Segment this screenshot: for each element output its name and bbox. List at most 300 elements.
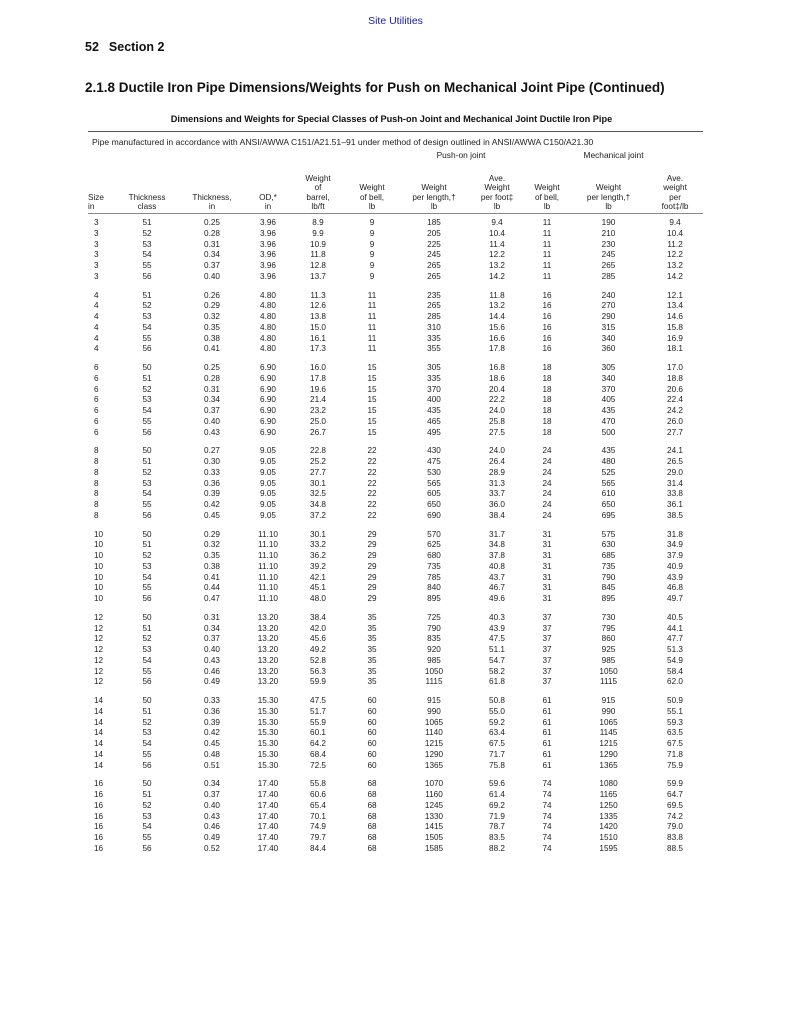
table-cell: 39.2 bbox=[310, 561, 326, 571]
table-cell: 49.7 bbox=[667, 594, 683, 603]
table-row bbox=[88, 634, 703, 645]
table-cell: 235 bbox=[427, 290, 441, 300]
table-cell: 685 bbox=[601, 551, 616, 560]
table-cell: 16 bbox=[542, 301, 552, 311]
table-cell: 40.5 bbox=[667, 612, 683, 622]
table-cell: 22 bbox=[367, 446, 377, 456]
table-cell: 16.1 bbox=[310, 333, 326, 343]
table-cell: 56 bbox=[142, 677, 152, 687]
table-cell: 0.25 bbox=[204, 363, 220, 372]
table-cell: 0.40 bbox=[204, 645, 220, 654]
table-row bbox=[88, 594, 703, 605]
group-separator bbox=[88, 771, 703, 779]
table-cell: 0.51 bbox=[204, 760, 220, 770]
table-cell: 1050 bbox=[599, 666, 618, 676]
table-cell: 55.0 bbox=[489, 706, 505, 716]
table-cell: 0.31 bbox=[204, 239, 220, 249]
table-cell: 12.1 bbox=[667, 290, 683, 300]
table-cell: 26.4 bbox=[489, 457, 505, 466]
table-cell: 23.2 bbox=[310, 406, 326, 415]
table-cell: 0.47 bbox=[204, 594, 220, 603]
table-cell: 31.8 bbox=[667, 529, 683, 539]
table-cell: 15 bbox=[367, 373, 377, 383]
table-cell: 24 bbox=[542, 457, 552, 466]
table-cell: 17.40 bbox=[257, 843, 279, 853]
table-cell: 4.80 bbox=[260, 312, 276, 321]
column-header bbox=[116, 162, 178, 214]
table-cell: 31 bbox=[542, 572, 552, 582]
table-cell: 15 bbox=[367, 427, 377, 437]
table-cell: 0.42 bbox=[204, 500, 220, 509]
table-cell: 6 bbox=[94, 384, 99, 394]
table-cell: 15 bbox=[367, 416, 377, 426]
table-cell: 840 bbox=[427, 583, 441, 593]
column-header-line: lb bbox=[368, 202, 376, 212]
table-cell: 1065 bbox=[424, 717, 444, 727]
table-cell: 68 bbox=[367, 833, 377, 842]
table-cell: 12 bbox=[94, 612, 104, 622]
table-cell: 53 bbox=[142, 645, 152, 654]
table-cell: 13.2 bbox=[667, 261, 683, 270]
table-cell: 4 bbox=[94, 290, 99, 300]
table-row bbox=[88, 323, 703, 334]
table-cell: 30.1 bbox=[310, 478, 326, 488]
table-cell: 6 bbox=[94, 363, 99, 372]
table-cell: 74 bbox=[542, 833, 552, 842]
table-cell: 435 bbox=[427, 406, 441, 415]
table-row bbox=[88, 363, 703, 374]
table-cell: 64.2 bbox=[310, 739, 326, 748]
table-cell: 33.7 bbox=[489, 489, 505, 499]
table-cell: 0.52 bbox=[204, 843, 220, 853]
table-cell: 58.2 bbox=[489, 666, 505, 676]
column-header-line: of bell, bbox=[534, 192, 560, 202]
table-cell: 565 bbox=[427, 478, 441, 488]
table-cell: 31.7 bbox=[489, 529, 505, 539]
table-cell: 83.5 bbox=[489, 833, 505, 842]
table-cell: 16.8 bbox=[489, 363, 505, 372]
table-cell: 4.80 bbox=[260, 322, 276, 332]
table-cell: 67.5 bbox=[667, 739, 683, 748]
table-cell: 56 bbox=[142, 427, 152, 437]
table-cell: 3 bbox=[94, 228, 99, 238]
table-cell: 6 bbox=[94, 373, 99, 383]
table-cell: 15.30 bbox=[257, 706, 279, 716]
table-cell: 6.90 bbox=[260, 373, 276, 383]
table-cell: 71.9 bbox=[489, 811, 505, 821]
table-cell: 12.6 bbox=[310, 301, 326, 311]
table-cell: 43.7 bbox=[489, 572, 505, 582]
table-cell: 60 bbox=[367, 739, 377, 748]
table-cell: 34.8 bbox=[489, 540, 505, 550]
table-cell: 190 bbox=[601, 218, 616, 227]
table-cell: 15.30 bbox=[257, 728, 279, 738]
table-cell: 55 bbox=[142, 500, 152, 509]
table-cell: 47.5 bbox=[489, 634, 505, 644]
table-cell: 56 bbox=[142, 344, 152, 354]
table-cell: 59.6 bbox=[489, 779, 505, 789]
table-cell: 0.36 bbox=[204, 478, 220, 488]
table-cell: 11 bbox=[542, 261, 552, 270]
table-cell: 17.40 bbox=[257, 779, 279, 789]
table-cell: 3 bbox=[94, 250, 99, 260]
table-cell: 6.90 bbox=[260, 427, 276, 437]
table-cell: 925 bbox=[601, 645, 616, 654]
table-cell: 72.5 bbox=[310, 760, 326, 770]
table-cell: 67.5 bbox=[489, 739, 505, 748]
table-cell: 65.4 bbox=[310, 800, 326, 810]
table-cell: 16.9 bbox=[667, 333, 683, 343]
table-title: Dimensions and Weights for Special Classes of Push-on Joint and Mechanical Joint Ductile Iron Pipe bbox=[170, 114, 613, 124]
table-cell: 8 bbox=[94, 510, 99, 520]
table-cell: 3 bbox=[94, 239, 99, 249]
table-cell: 56 bbox=[142, 510, 152, 520]
table-cell: 52 bbox=[142, 717, 152, 727]
table-cell: 16 bbox=[542, 333, 552, 343]
table-cell: 10 bbox=[94, 561, 104, 571]
table-cell: 54 bbox=[142, 822, 152, 832]
table-cell: 8.9 bbox=[312, 218, 324, 227]
table-cell: 53 bbox=[142, 478, 152, 488]
table-cell: 13.20 bbox=[257, 655, 279, 665]
table-cell: 0.37 bbox=[204, 261, 220, 270]
table-cell: 0.39 bbox=[204, 717, 220, 727]
table-cell: 15.8 bbox=[667, 322, 683, 332]
table-cell: 22.4 bbox=[667, 395, 683, 405]
table-cell: 14 bbox=[94, 728, 104, 738]
table-cell: 0.40 bbox=[204, 271, 220, 281]
group-header-row bbox=[88, 150, 703, 162]
table-cell: 1065 bbox=[599, 717, 618, 727]
column-header bbox=[470, 162, 524, 214]
table-cell: 1510 bbox=[599, 833, 618, 842]
table-cell: 68 bbox=[367, 822, 377, 832]
table-cell: 0.37 bbox=[204, 406, 220, 415]
group-separator bbox=[88, 688, 703, 696]
table-row bbox=[88, 707, 703, 718]
table-cell: 18.1 bbox=[667, 344, 683, 354]
table-cell: 9.4 bbox=[491, 218, 503, 227]
table-cell: 31 bbox=[542, 594, 552, 603]
table-cell: 480 bbox=[601, 457, 616, 466]
table-row bbox=[88, 446, 703, 457]
table-cell: 1290 bbox=[424, 749, 444, 759]
table-cell: 360 bbox=[601, 344, 616, 354]
table-cell: 4 bbox=[94, 301, 99, 311]
column-header-line: weight bbox=[663, 183, 687, 193]
table-row bbox=[88, 750, 703, 761]
table-row bbox=[88, 812, 703, 823]
table-row bbox=[88, 291, 703, 302]
table-cell: 52 bbox=[142, 301, 152, 311]
table-cell: 0.43 bbox=[204, 655, 220, 665]
table-cell: 15 bbox=[367, 363, 377, 372]
table-cell: 0.44 bbox=[204, 583, 220, 593]
column-header-line: Weight bbox=[421, 183, 447, 193]
table-cell: 22 bbox=[367, 467, 377, 477]
table-cell: 525 bbox=[601, 467, 616, 477]
table-cell: 470 bbox=[601, 416, 616, 426]
table-cell: 9 bbox=[369, 239, 375, 249]
table-cell: 83.8 bbox=[667, 833, 683, 842]
table-cell: 0.32 bbox=[204, 540, 220, 550]
table-cell: 15.6 bbox=[489, 322, 505, 332]
table-cell: 8 bbox=[94, 489, 99, 499]
table-cell: 565 bbox=[601, 478, 616, 488]
table-cell: 12 bbox=[94, 655, 104, 665]
table-cell: 70.1 bbox=[310, 811, 326, 821]
table-cell: 88.5 bbox=[667, 843, 683, 853]
column-header-line: class bbox=[137, 202, 157, 212]
table-cell: 0.29 bbox=[204, 301, 220, 311]
table-cell: 31.4 bbox=[667, 478, 683, 488]
table-cell: 29 bbox=[367, 572, 377, 582]
table-cell: 53 bbox=[142, 312, 152, 321]
table-cell: 3.96 bbox=[260, 239, 276, 249]
table-cell: 44.1 bbox=[667, 623, 683, 633]
table-cell: 15.30 bbox=[257, 749, 279, 759]
table-cell: 51.1 bbox=[489, 645, 505, 654]
table-cell: 290 bbox=[601, 312, 616, 321]
table-cell: 735 bbox=[601, 561, 616, 571]
table-cell: 37 bbox=[542, 612, 552, 622]
table-cell: 68 bbox=[367, 779, 377, 789]
table-cell: 27.5 bbox=[489, 427, 505, 437]
table-cell: 55.8 bbox=[310, 779, 326, 789]
table-cell: 12.2 bbox=[489, 250, 505, 260]
table-cell: 56 bbox=[142, 594, 152, 603]
table-cell: 59.3 bbox=[667, 717, 683, 727]
table-cell: 56 bbox=[142, 271, 152, 281]
table-cell: 13.7 bbox=[310, 271, 326, 281]
table-cell: 56 bbox=[142, 843, 152, 853]
table-cell: 60 bbox=[367, 760, 377, 770]
table-row bbox=[88, 761, 703, 772]
table-row bbox=[88, 801, 703, 812]
table-cell: 50.8 bbox=[489, 696, 505, 705]
table-cell: 16.6 bbox=[489, 333, 505, 343]
table-cell: 500 bbox=[601, 427, 616, 437]
table-cell: 51 bbox=[142, 373, 152, 383]
table-cell: 9.05 bbox=[260, 510, 276, 520]
table-cell: 0.37 bbox=[204, 790, 220, 799]
table-cell: 52 bbox=[142, 800, 152, 810]
table-cell: 36.1 bbox=[667, 500, 683, 509]
table-cell: 18 bbox=[542, 416, 552, 426]
table-cell: 55 bbox=[142, 833, 152, 842]
column-header-line: Weight bbox=[359, 183, 385, 193]
table-cell: 52 bbox=[142, 551, 152, 560]
table-cell: 31.3 bbox=[489, 478, 505, 488]
table-cell: 55 bbox=[142, 749, 152, 759]
table-cell: 370 bbox=[427, 384, 441, 394]
table-cell: 28.9 bbox=[489, 467, 505, 477]
table-cell: 0.46 bbox=[204, 822, 220, 832]
table-cell: 0.46 bbox=[204, 666, 220, 676]
table-row bbox=[88, 583, 703, 594]
table-cell: 1365 bbox=[599, 760, 618, 770]
column-header-line: of bell, bbox=[359, 192, 385, 202]
table-cell: 55.9 bbox=[310, 717, 326, 727]
table-cell: 35 bbox=[367, 623, 377, 633]
table-cell: 16 bbox=[94, 822, 104, 832]
table-cell: 3 bbox=[94, 218, 99, 227]
table-cell: 6 bbox=[94, 416, 99, 426]
table-cell: 10 bbox=[94, 529, 104, 539]
table-cell: 13.20 bbox=[257, 634, 279, 644]
pipe-table-container bbox=[88, 114, 703, 855]
table-cell: 54 bbox=[142, 406, 152, 415]
table-cell: 17.8 bbox=[310, 373, 326, 383]
table-cell: 16 bbox=[94, 833, 104, 842]
table-cell: 17.40 bbox=[257, 833, 279, 842]
table-cell: 0.31 bbox=[204, 384, 220, 394]
table-cell: 4 bbox=[94, 322, 99, 332]
table-cell: 9.05 bbox=[260, 457, 276, 466]
table-cell: 17.8 bbox=[489, 344, 505, 354]
table-cell: 74 bbox=[542, 790, 552, 799]
table-cell: 12 bbox=[94, 645, 104, 654]
table-cell: 245 bbox=[601, 250, 616, 260]
table-cell: 37 bbox=[542, 623, 552, 633]
table-cell: 50 bbox=[142, 446, 152, 456]
table-cell: 32.5 bbox=[310, 489, 326, 499]
table-cell: 68.4 bbox=[310, 749, 326, 759]
column-header-line: Weight bbox=[484, 183, 510, 193]
table-row bbox=[88, 667, 703, 678]
table-cell: 0.30 bbox=[204, 457, 220, 466]
table-cell: 11 bbox=[367, 322, 377, 332]
column-header-line: barrel, bbox=[306, 192, 330, 202]
table-cell: 61 bbox=[542, 696, 552, 705]
table-cell: 55.1 bbox=[667, 706, 683, 716]
site-utilities-link[interactable]: Site Utilities bbox=[368, 15, 423, 27]
table-cell: 11 bbox=[542, 239, 552, 249]
table-cell: 61 bbox=[542, 739, 552, 748]
table-row bbox=[88, 739, 703, 750]
table-cell: 13.20 bbox=[257, 623, 279, 633]
table-cell: 0.33 bbox=[204, 467, 220, 477]
table-cell: 50 bbox=[142, 612, 152, 622]
table-row bbox=[88, 261, 703, 272]
table-cell: 0.49 bbox=[204, 833, 220, 842]
table-cell: 11 bbox=[542, 218, 552, 227]
table-cell: 29 bbox=[367, 540, 377, 550]
table-cell: 31 bbox=[542, 551, 552, 560]
column-header-line: Weight bbox=[305, 173, 331, 183]
table-cell: 74 bbox=[542, 811, 552, 821]
page-header bbox=[85, 40, 174, 54]
column-header-row bbox=[88, 162, 703, 214]
table-cell: 0.35 bbox=[204, 322, 220, 332]
column-header bbox=[178, 162, 246, 214]
table-row bbox=[88, 833, 703, 844]
table-cell: 22 bbox=[367, 489, 377, 499]
table-cell: 18 bbox=[542, 395, 552, 405]
table-cell: 0.32 bbox=[204, 312, 220, 321]
table-cell: 38.4 bbox=[489, 510, 505, 520]
table-cell: 680 bbox=[427, 551, 441, 560]
table-cell: 0.41 bbox=[204, 344, 220, 354]
table-cell: 265 bbox=[601, 261, 616, 270]
table-cell: 61 bbox=[542, 749, 552, 759]
table-cell: 0.45 bbox=[204, 739, 220, 748]
table-cell: 1160 bbox=[425, 790, 443, 799]
table-cell: 0.28 bbox=[204, 373, 220, 383]
table-cell: 52 bbox=[142, 634, 152, 644]
table-cell: 0.28 bbox=[204, 228, 220, 238]
table-cell: 0.39 bbox=[204, 489, 220, 499]
table-cell: 74 bbox=[542, 822, 552, 832]
table-cell: 25.0 bbox=[310, 416, 326, 426]
group-separator bbox=[88, 355, 703, 363]
table-cell: 13.20 bbox=[257, 645, 279, 654]
table-cell: 9.05 bbox=[260, 478, 276, 488]
table-cell: 15 bbox=[367, 406, 377, 415]
table-cell: 285 bbox=[427, 312, 441, 321]
table-cell: 36.2 bbox=[310, 551, 326, 560]
table-cell: 725 bbox=[427, 612, 441, 622]
table-row bbox=[88, 613, 703, 624]
table-cell: 75.9 bbox=[667, 760, 683, 770]
table-cell: 11.8 bbox=[310, 250, 326, 260]
table-cell: 61.4 bbox=[489, 790, 505, 799]
table-cell: 53 bbox=[142, 811, 152, 821]
table-cell: 1250 bbox=[599, 800, 618, 810]
table-cell: 22 bbox=[367, 500, 377, 509]
table-cell: 400 bbox=[427, 395, 441, 405]
table-cell: 13.4 bbox=[667, 301, 683, 311]
table-cell: 495 bbox=[427, 427, 441, 437]
table-cell: 40.8 bbox=[489, 561, 505, 571]
table-cell: 14.2 bbox=[489, 271, 505, 281]
table-cell: 14 bbox=[94, 696, 104, 705]
table-cell: 21.4 bbox=[310, 395, 326, 405]
table-cell: 16 bbox=[542, 322, 552, 332]
table-cell: 335 bbox=[427, 373, 441, 383]
table-cell: 55 bbox=[142, 333, 152, 343]
table-cell: 690 bbox=[427, 510, 441, 520]
column-header bbox=[88, 162, 116, 214]
table-cell: 35 bbox=[367, 677, 377, 687]
table-note: Pipe manufactured in accordance with ANSI/AWWA C151/A21.51–91 under method of design outlined in ANSI/AWWA C150/A21.30 bbox=[92, 137, 594, 147]
table-cell: 51 bbox=[142, 218, 152, 227]
table-cell: 0.27 bbox=[204, 446, 220, 456]
table-cell: 56 bbox=[142, 760, 152, 770]
table-cell: 305 bbox=[427, 363, 441, 372]
table-cell: 860 bbox=[601, 634, 616, 644]
table-cell: 18.8 bbox=[667, 373, 683, 383]
table-cell: 9 bbox=[369, 228, 375, 238]
table-cell: 430 bbox=[427, 446, 441, 456]
table-cell: 27.7 bbox=[310, 467, 326, 477]
table-cell: 53 bbox=[142, 239, 152, 249]
table-cell: 435 bbox=[601, 446, 616, 456]
table-cell: 16 bbox=[542, 312, 552, 321]
table-cell: 54 bbox=[142, 572, 152, 582]
table-cell: 75.8 bbox=[489, 760, 505, 770]
table-row bbox=[88, 844, 703, 855]
table-cell: 790 bbox=[427, 623, 441, 633]
table-cell: 210 bbox=[601, 228, 616, 238]
table-cell: 1420 bbox=[599, 822, 618, 832]
table-cell: 52 bbox=[142, 467, 152, 477]
table-cell: 29 bbox=[367, 529, 377, 539]
table-cell: 52 bbox=[142, 384, 152, 394]
table-cell: 16 bbox=[94, 779, 104, 789]
table-cell: 9.05 bbox=[260, 500, 276, 509]
table-cell: 3 bbox=[94, 271, 99, 281]
